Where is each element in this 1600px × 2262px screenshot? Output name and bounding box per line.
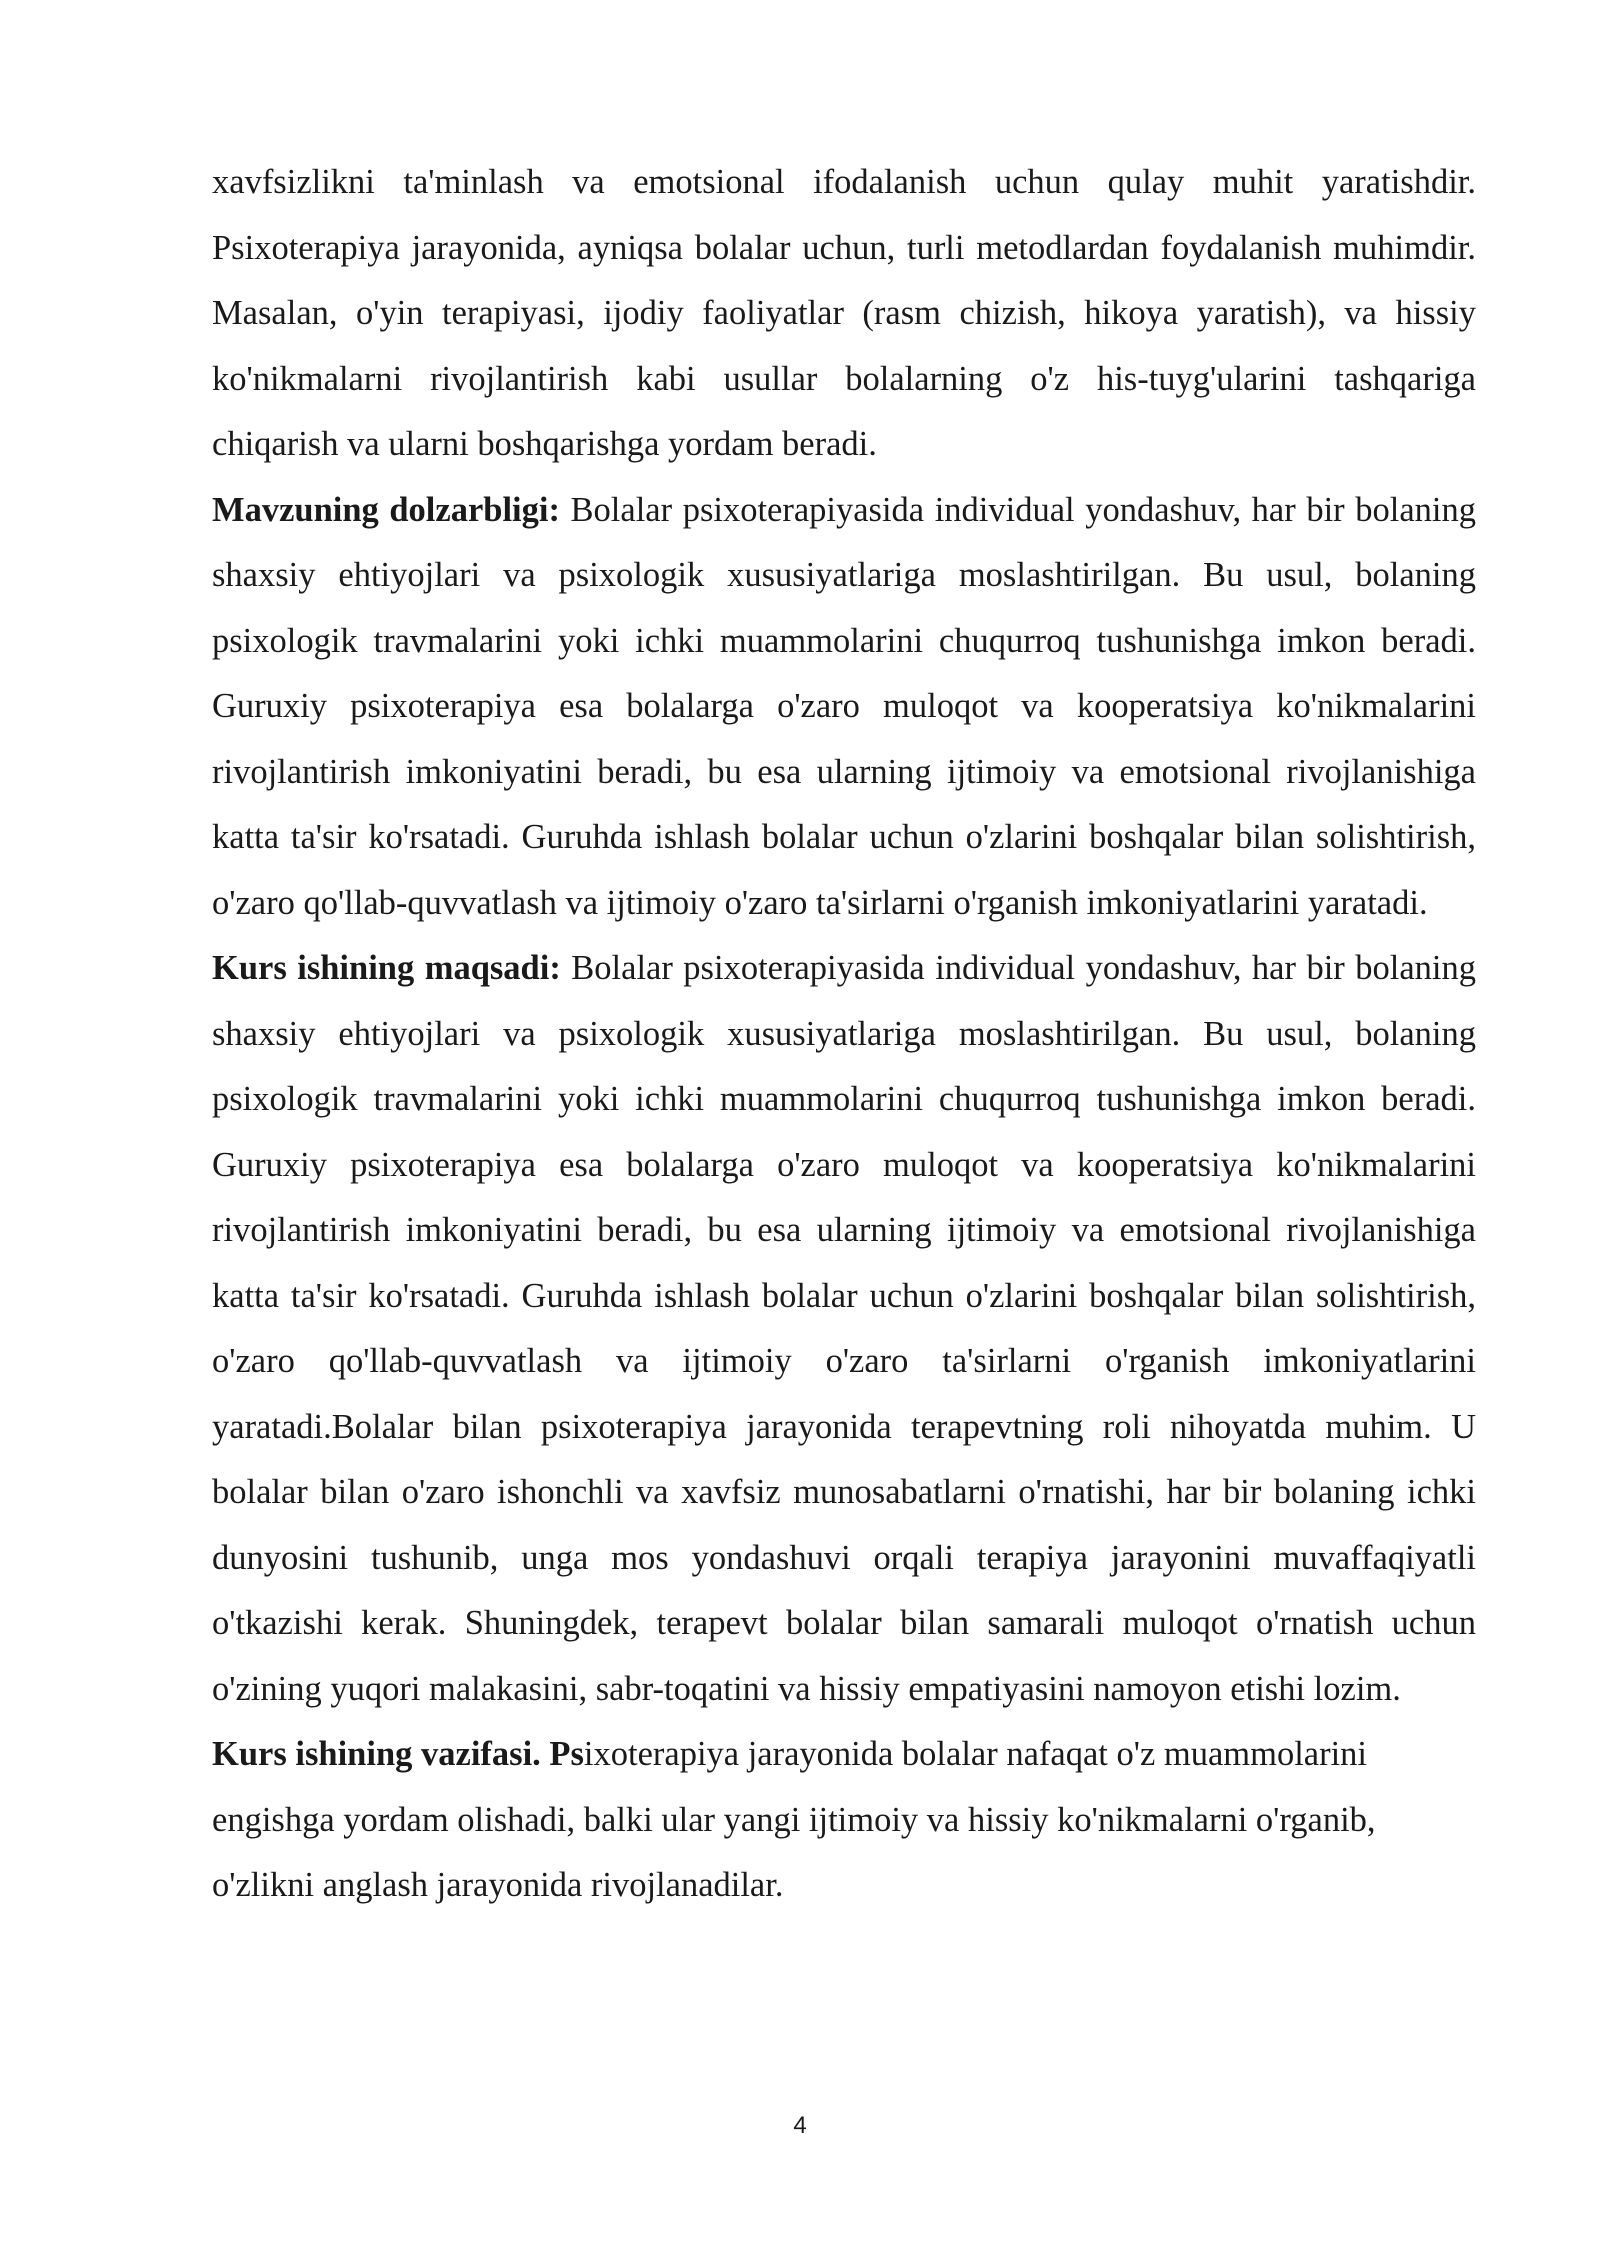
tasks-bold-lead: Ps (540, 1735, 584, 1773)
tasks-paragraph (212, 1722, 1476, 1919)
goal-heading: Kurs ishining maqsadi: (212, 949, 561, 987)
intro-paragraph-text: xavfsizlikni ta'minlash va emotsional ifodalanish uchun qulay muhit yaratishdir. Psixoterapiya jarayonida, ayniqsa bolalar uchun, turli metodlardan foydalanish muhimdir. Masalan, o'yin terapiyasi, ijodiy faoliyatlar (rasm chizish, hikoya yaratish), va hissiy ko'nikmalarni rivojlantirish kabi usullar bolalarning o'z his-tuyg'ularini tashqariga chiqarish va ularni boshqarishga yordam beradi. (212, 163, 1476, 463)
tasks-text: ixoterapiya jarayonida bolalar nafaqat o'z muammolarini engishga yordam olishadi, balki ular yangi ijtimoiy va hissiy ko'nikmalarni o'rganib, o'zlikni anglash jarayonida rivojlanadilar. (212, 1735, 1376, 1904)
goal-paragraph (212, 936, 1476, 1722)
relevance-text: Bolalar psixoterapiyasida individual yondashuv, har bir bolaning shaxsiy ehtiyojlari va psixologik xususiyatlariga moslashtirilgan. Bu usul, bolaning psixologik travmalarini yoki ichki muammolarini chuqurroq tushunishga imkon beradi. Guruxiy psixoterapiya esa bolalarga o'zaro muloqot va kooperatsiya ko'nikmalarini rivojlantirish imkoniyatini beradi, bu esa ularning ijtimoiy va emotsional rivojlanishiga katta ta'sir ko'rsatadi. Guruhda ishlash bolalar uchun o'zlarini boshqalar bilan solishtirish, o'zaro qo'llab-quvvatlash va ijtimoiy o'zaro ta'sirlarni o'rganish imkoniyatlarini yaratadi. (212, 490, 1476, 922)
relevance-heading: Mavzuning dolzarbligi: (212, 490, 560, 529)
intro-paragraph (212, 150, 1476, 478)
relevance-paragraph (212, 478, 1476, 937)
tasks-heading: Kurs ishining vazifasi. (212, 1735, 541, 1773)
page-number: 4 (793, 2112, 807, 2139)
body-text (212, 150, 1476, 1919)
goal-text: Bolalar psixoterapiyasida individual yondashuv, har bir bolaning shaxsiy ehtiyojlari va psixologik xususiyatlariga moslashtirilgan. Bu usul, bolaning psixologik travmalarini yoki ichki muammolarini chuqurroq tushunishga imkon beradi. Guruxiy psixoterapiya esa bolalarga o'zaro muloqot va kooperatsiya ko'nikmalarini rivojlantirish imkoniyatini beradi, bu esa ularning ijtimoiy va emotsional rivojlanishiga katta ta'sir ko'rsatadi. Guruhda ishlash bolalar uchun o'zlarini boshqalar bilan solishtirish, o'zaro qo'llab-quvvatlash va ijtimoiy o'zaro ta'sirlarni o'rganish imkoniyatlarini yaratadi.Bolalar bilan psixoterapiya jarayonida terapevtning roli nihoyatda muhim. U bolalar bilan o'zaro ishonchli va xavfsiz munosabatlarni o'rnatishi, har bir bolaning ichki dunyosini tushunib, unga mos yondashuvi orqali terapiya jarayonini muvaffaqiyatli o'tkazishi kerak. Shuningdek, terapevt bolalar bilan samarali muloqot o'rnatish uchun o'zining yuqori malakasini, sabr-toqatini va hissiy empatiyasini namoyon etishi lozim. (212, 949, 1476, 1708)
